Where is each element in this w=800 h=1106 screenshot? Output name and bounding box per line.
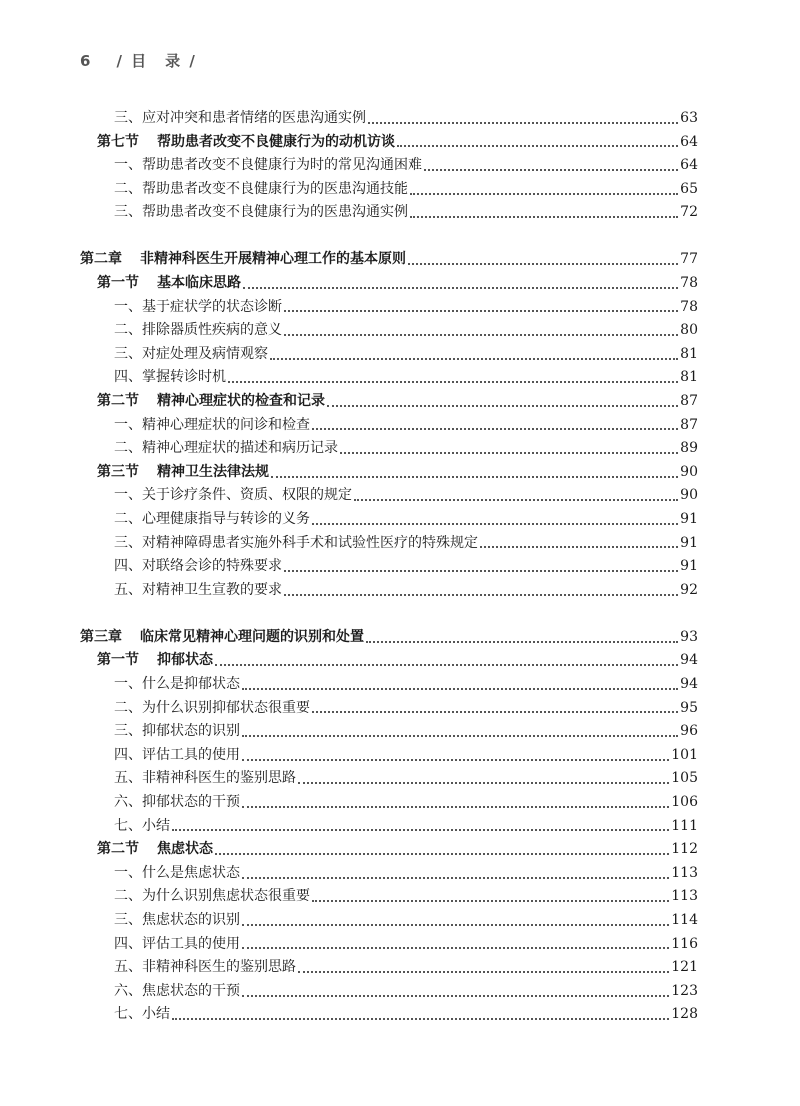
entry-page-number: 87 [680,393,698,410]
entry-title: 二、为什么识别焦虑状态很重要 [114,888,310,905]
entry-title: 临床常见精神心理问题的识别和处置 [140,628,364,645]
toc-subsection-entry[interactable] [80,697,698,721]
running-title: / 目 录 / [116,52,197,70]
dot-leader [242,735,678,737]
toc-subsection-entry[interactable] [80,437,698,461]
entry-title: 三、对症处理及病情观察 [114,345,268,362]
toc-subsection-entry[interactable] [80,343,698,367]
dot-leader [242,759,669,761]
entry-number: 第一节 [97,652,139,669]
dot-leader [242,688,678,690]
entry-page-number: 111 [671,817,698,834]
dot-leader [298,782,669,784]
dot-leader [172,1018,669,1020]
toc-subsection-entry[interactable] [80,933,698,957]
dot-leader [271,476,678,478]
toc-section-entry[interactable] [80,272,698,296]
entry-title: 一、什么是抑郁状态 [114,676,240,693]
page-number: 6 [80,52,91,70]
entry-page-number: 101 [671,746,698,763]
toc-subsection-entry[interactable] [80,201,698,225]
entry-title: 五、非精神科医生的鉴别思路 [114,770,296,787]
toc-subsection-entry[interactable] [80,414,698,438]
toc-section-entry[interactable] [80,131,698,155]
toc-group [80,248,698,602]
dot-leader [242,877,669,879]
toc-subsection-entry[interactable] [80,862,698,886]
toc-group [80,626,698,1027]
entry-title: 帮助患者改变不良健康行为的动机访谈 [157,133,395,150]
entry-title: 五、对精神卫生宣教的要求 [114,581,282,598]
toc-subsection-entry[interactable] [80,296,698,320]
toc-chapter-entry[interactable] [80,626,698,650]
entry-title: 一、关于诊疗条件、资质、权限的规定 [114,487,352,504]
entry-title: 二、心理健康指导与转诊的义务 [114,511,310,527]
entry-page-number: 81 [680,369,698,386]
dot-leader [298,971,669,973]
entry-number: 第一节 [97,275,139,292]
toc-subsection-entry[interactable] [80,555,698,579]
entry-page-number: 80 [680,322,698,339]
entry-title: 基本临床思路 [157,275,241,292]
dot-leader [242,924,669,926]
entry-title: 抑郁状态 [157,652,213,669]
toc-subsection-entry[interactable] [80,178,698,202]
entry-title: 三、应对冲突和患者情绪的医患沟通实例 [114,110,366,126]
entry-page-number: 90 [680,463,698,480]
entry-title: 四、掌握转诊时机 [114,369,226,386]
dot-leader [215,853,669,855]
entry-title: 一、基于症状学的状态诊断 [114,298,282,315]
toc-subsection-entry[interactable] [80,1003,698,1027]
entry-page-number: 113 [671,864,698,881]
toc-section-entry[interactable] [80,390,698,414]
toc-subsection-entry[interactable] [80,791,698,815]
entry-title: 二、帮助患者改变不良健康行为的医患沟通技能 [114,180,408,197]
entry-page-number: 114 [671,912,698,928]
entry-title: 非精神科医生开展精神心理工作的基本原则 [140,251,406,268]
dot-leader [312,711,678,713]
dot-leader [242,995,669,997]
entry-page-number: 105 [671,770,698,787]
entry-title: 三、焦虑状态的识别 [114,912,240,928]
dot-leader [312,900,669,902]
toc-subsection-entry[interactable] [80,980,698,1004]
entry-page-number: 91 [680,558,698,575]
toc-section-entry[interactable] [80,838,698,862]
toc-subsection-entry[interactable] [80,885,698,909]
entry-page-number: 89 [680,440,698,457]
entry-page-number: 128 [671,1006,698,1023]
dot-leader [424,169,678,171]
toc-subsection-entry[interactable] [80,767,698,791]
entry-title: 四、评估工具的使用 [114,935,240,952]
entry-title: 四、评估工具的使用 [114,746,240,763]
toc-section-entry[interactable] [80,461,698,485]
toc-subsection-entry[interactable] [80,532,698,556]
dot-leader [172,829,669,831]
entry-number: 第二章 [80,251,122,268]
entry-number: 第七节 [97,133,139,150]
dot-leader [354,499,678,501]
entry-title: 六、焦虑状态的干预 [114,982,240,999]
toc-subsection-entry[interactable] [80,579,698,603]
entry-page-number: 91 [680,511,698,527]
toc-subsection-entry[interactable] [80,107,698,131]
toc-group [80,107,698,225]
entry-title: 三、帮助患者改变不良健康行为的医患沟通实例 [114,204,408,221]
dot-leader [284,570,678,572]
dot-leader [480,546,678,548]
dot-leader [410,216,678,218]
entry-page-number: 106 [671,794,698,811]
toc-subsection-entry[interactable] [80,909,698,933]
table-of-contents [80,107,698,1050]
dot-leader [340,452,678,454]
entry-number: 第二节 [97,841,139,858]
entry-page-number: 112 [671,841,698,858]
dot-leader [408,263,678,265]
entry-page-number: 123 [671,982,698,999]
entry-title: 焦虑状态 [157,841,213,858]
entry-title: 一、帮助患者改变不良健康行为时的常见沟通困难 [114,157,422,174]
dot-leader [366,641,678,643]
toc-subsection-entry[interactable] [80,744,698,768]
entry-page-number: 93 [680,628,698,645]
toc-subsection-entry[interactable] [80,815,698,839]
dot-leader [368,122,678,124]
entry-page-number: 91 [680,534,698,551]
dot-leader [312,523,678,525]
toc-subsection-entry[interactable] [80,508,698,532]
toc-subsection-entry[interactable] [80,366,698,390]
entry-title: 三、抑郁状态的识别 [114,723,240,740]
entry-title: 四、对联络会诊的特殊要求 [114,558,282,575]
entry-page-number: 96 [680,723,698,740]
dot-leader [228,381,678,383]
entry-page-number: 78 [680,275,698,292]
dot-leader [284,334,678,336]
entry-page-number: 113 [671,888,698,905]
dot-leader [242,947,669,949]
entry-page-number: 90 [680,487,698,504]
toc-section-entry[interactable] [80,649,698,673]
dot-leader [215,664,678,666]
entry-page-number: 94 [680,652,698,669]
toc-subsection-entry[interactable] [80,673,698,697]
dot-leader [397,145,678,147]
dot-leader [312,428,678,430]
dot-leader [410,193,678,195]
dot-leader [270,358,678,360]
entry-page-number: 94 [680,676,698,693]
dot-leader [284,594,678,596]
page-header [80,50,197,71]
entry-title: 五、非精神科医生的鉴别思路 [114,959,296,976]
entry-title: 六、抑郁状态的干预 [114,794,240,811]
entry-page-number: 77 [680,251,698,268]
toc-subsection-entry[interactable] [80,154,698,178]
entry-title: 精神卫生法律法规 [157,463,269,480]
entry-title: 二、为什么识别抑郁状态很重要 [114,699,310,716]
entry-page-number: 95 [680,699,698,716]
entry-title: 七、小结 [114,817,170,834]
entry-title: 一、精神心理症状的问诊和检查 [114,416,310,433]
entry-page-number: 92 [680,581,698,598]
entry-page-number: 87 [680,416,698,433]
toc-chapter-entry[interactable] [80,248,698,272]
dot-leader [242,806,669,808]
entry-number: 第三章 [80,628,122,645]
entry-title: 七、小结 [114,1006,170,1023]
entry-number: 第二节 [97,393,139,410]
entry-title: 三、对精神障碍患者实施外科手术和试验性医疗的特殊规定 [114,534,478,551]
entry-page-number: 121 [671,959,698,976]
entry-title: 精神心理症状的检查和记录 [157,393,325,410]
entry-title: 二、精神心理症状的描述和病历记录 [114,440,338,457]
dot-leader [243,287,678,289]
toc-subsection-entry[interactable] [80,484,698,508]
dot-leader [284,310,678,312]
entry-title: 一、什么是焦虑状态 [114,864,240,881]
entry-page-number: 78 [680,298,698,315]
entry-title: 二、排除器质性疾病的意义 [114,322,282,339]
toc-subsection-entry[interactable] [80,956,698,980]
entry-number: 第三节 [97,463,139,480]
entry-page-number: 64 [680,157,698,174]
entry-page-number: 64 [680,133,698,150]
entry-page-number: 116 [671,935,698,952]
toc-subsection-entry[interactable] [80,319,698,343]
entry-page-number: 65 [680,180,698,197]
entry-page-number: 72 [680,204,698,221]
dot-leader [327,405,678,407]
entry-page-number: 81 [680,345,698,362]
entry-page-number: 63 [680,110,698,126]
toc-subsection-entry[interactable] [80,720,698,744]
